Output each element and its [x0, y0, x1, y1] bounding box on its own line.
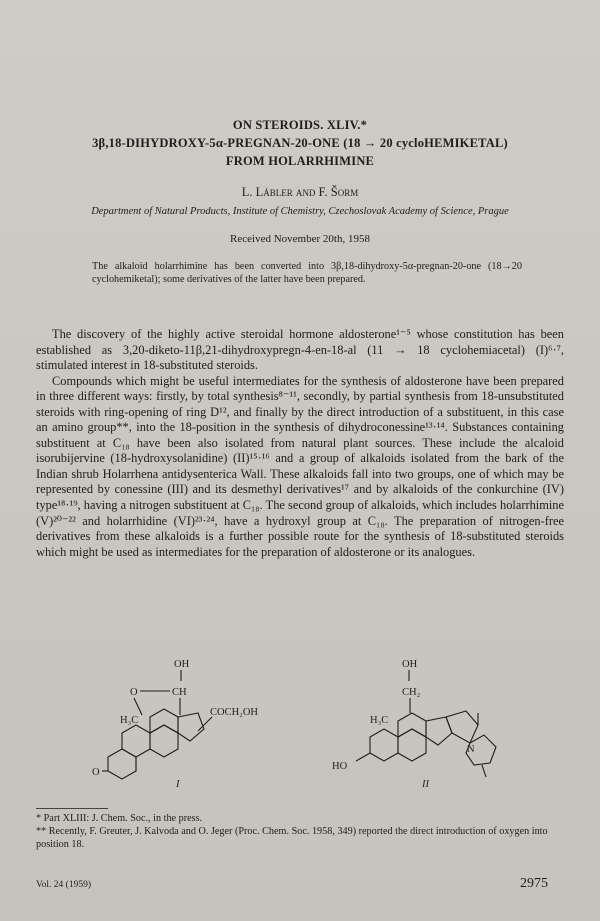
- paper-title-line-1: ON STEROIDS. XLIV.*: [232, 118, 368, 132]
- formula-II-nitrogen: N: [467, 744, 475, 755]
- received-date: Received November 20th, 1958: [230, 233, 370, 245]
- ring-A: [122, 725, 150, 757]
- ring-B: [398, 729, 426, 761]
- paragraph-2: Compounds which might be useful intermediates for the synthesis of aldosterone have been prepared in three different ways: firstly, by total synthesis⁸⁻¹¹, secondly, by partial synthesis from 18-unsubstituted steroids with ring-opening of ring D¹², and finally by the direct introduction of a substituent, in this case an amino group**, into the 18-position in the synthesis of dihydroconessine¹³·¹⁴. Substances containing substituent at C₁₈ have been also isolated from natural plant sources. These include the alcaloid isorubijervine (18-hydroxysolanidine) (II)¹⁵·¹⁶ and a group of alkaloids isolated from the bark of the Indian shrub Holarrhena antidysenterica Wall. These alkaloids fall into two groups, one of which may be represented by conessine (III) and its desmethyl derivatives¹⁷ and by alkaloids of the conkurchine (IV) type¹⁸·¹⁹, having a nitrogen substituent at C₁₈. The second group of alkaloids, which includes holarrhimine (V)²⁰⁻²² and holarrhidine (VI)²³·²⁴, have a hydroxyl group at C₁₈. The preparation of nitrogen-free derivatives from these alkaloids is a further possible route for the synthesis of 18-substituted steroids which might be used as intermediates for the preparation of aldosterone or its analogues.: [36, 373, 564, 559]
- paragraph-1: The discovery of the highly active steroidal hormone aldosterone¹⁻⁵ whose constitution has been established as 3,20-diketo-11β,21-dihydroxypregn-4-en-18-al (11 → 18 cyclohemiacetal) (I)⁶·⁷, stimulated interest in 18-substituted steroids.: [36, 327, 564, 373]
- structure-formula-I: [92, 655, 292, 790]
- formula-I-side-chain: COCH₂OH: [210, 707, 258, 718]
- formula-II-methyl: H₃C: [370, 715, 389, 726]
- paper-title-line-3: FROM HOLARRHIMINE: [225, 154, 375, 168]
- footnote-1: * Part XLIII: J. Chem. Soc., in the press.: [36, 813, 203, 824]
- formula-I-ketone: O: [92, 767, 100, 778]
- formula-II-ch2: CH₂: [402, 687, 421, 698]
- volume-info: Vol. 24 (1959): [36, 880, 91, 890]
- formula-I-methyl: H₃C: [120, 715, 139, 726]
- page-number: 2975: [520, 876, 548, 891]
- formula-I-oxygen: O: [130, 687, 138, 698]
- formula-I-oh: OH: [174, 659, 190, 670]
- footnote-2: ** Recently, F. Greuter, J. Kalvoda and O. Jeger (Proc. Chem. Soc. 1958, 349) reported the direct introduction of oxygen into position 18.: [36, 826, 548, 851]
- ring-C: [398, 713, 426, 737]
- structure-formula-II: [330, 655, 530, 790]
- formula-II-label: II: [422, 779, 429, 790]
- abstract: The alkaloid holarrhimine has been converted into 3β,18-dihydroxy-5α-pregnan-20-one (18→20 cyclohemiketal); some derivatives of the latter have been prepared.: [92, 261, 522, 286]
- formula-I-bond: [134, 698, 142, 715]
- formula-I-label: I: [176, 779, 180, 790]
- footnote-rule: [36, 808, 108, 809]
- formula-II-hydroxyl: HO: [332, 761, 348, 772]
- formula-II-oh: OH: [402, 659, 418, 670]
- ring-A: [370, 729, 398, 761]
- body-text: [36, 327, 564, 560]
- paper-title-line-2: 3β,18-DIHYDROXY-5α-PREGNAN-20-ONE (18 → 20 cycloHEMIKETAL): [92, 136, 508, 150]
- ring-E: [446, 711, 478, 743]
- ring-C: [150, 709, 178, 733]
- formula-II-bond: [356, 753, 370, 761]
- affiliation: Department of Natural Products, Institute of Chemistry, Czechoslovak Academy of Science, Prague: [91, 206, 509, 217]
- ring-A-lower: [108, 749, 136, 779]
- formula-I-ch: CH: [172, 687, 187, 698]
- ring-D: [178, 713, 204, 741]
- formula-II-bond: [482, 765, 486, 777]
- ring-B: [150, 725, 178, 757]
- authors: L. Lábler and F. Šorm: [241, 185, 359, 199]
